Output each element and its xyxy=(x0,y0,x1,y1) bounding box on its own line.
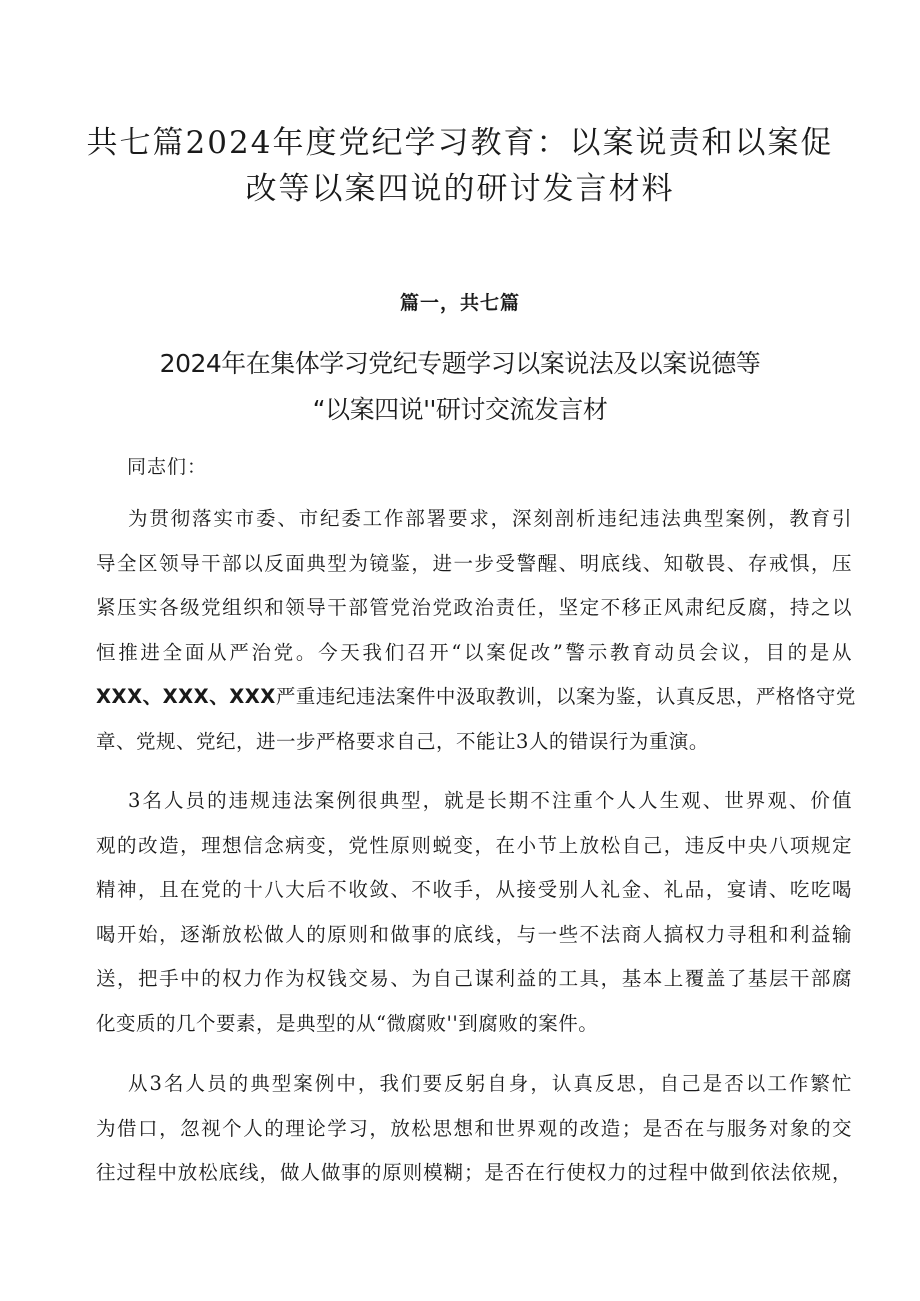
section-label: 篇一，共七篇 xyxy=(399,292,520,314)
paragraph-line: 为借口，忽视个人的理论学习，放松思想和世界观的改造；是否在与服务对象的交 xyxy=(96,1116,852,1140)
paragraph-line-with-names xyxy=(96,675,856,720)
paragraph-line: 精神，且在党的十八大后不收敛、不收手，从接受别人礼金、礼品，宴请、吃吃喝 xyxy=(96,878,852,901)
paragraph-3 xyxy=(96,1062,852,1196)
paragraph-line: 3名人员的违规违法案例很典型，就是长期不注重个人人生观、世界观、价值 xyxy=(128,789,852,812)
paragraph-line: 化变质的几个要素，是典型的从“微腐败''到腐败的案件。 xyxy=(96,1011,599,1035)
paragraph-line-text: 严重违纪违法案件中汲取教训，以案为鉴，认真反思，严格恪守党 xyxy=(275,685,856,708)
paragraph-1 xyxy=(96,497,856,764)
paragraph-line: 喝开始，逐渐放松做人的原则和做事的底线，与一些不法商人搞权力寻租和利益输 xyxy=(96,922,852,946)
document-title-line-1: 共七篇2024年度党纪学习教育：以案说责和以案促 xyxy=(86,125,834,161)
greeting: 同志们： xyxy=(127,456,208,478)
subtitle-line-2: “以案四说''研讨交流发言材 xyxy=(312,395,608,424)
paragraph-line: 观的改造，理想信念病变，党性原则蜕变，在小节上放松自己，违反中央八项规定 xyxy=(96,833,852,857)
paragraph-line: 为贯彻落实市委、市纪委工作部署要求，深刻剖析违纪违法典型案例，教育引 xyxy=(128,507,852,530)
paragraph-line: 送，把手中的权力作为权钱交易、为自己谋利益的工具，基本上覆盖了基层干部腐 xyxy=(96,967,852,990)
subtitle-line-1: 2024年在集体学习党纪专题学习以案说法及以案说德等 xyxy=(159,349,761,378)
paragraph-line: 往过程中放松底线，做人做事的原则模糊；是否在行使权力的过程中做到依法依规， xyxy=(96,1161,852,1184)
paragraph-line: 导全区领导干部以反面典型为镜鉴，进一步受警醒、明底线、知敬畏、存戒惧，压 xyxy=(96,551,852,575)
paragraph-2 xyxy=(96,779,852,1046)
paragraph-line: 恒推进全面从严治党。今天我们召开“以案促改”警示教育动员会议，目的是从 xyxy=(96,640,852,664)
paragraph-line: 紧压实各级党组织和领导干部管党治党政治责任，坚定不移正风肃纪反腐，持之以 xyxy=(96,596,852,619)
paragraph-line: 章、党规、党纪，进一步严格要求自己，不能让3人的错误行为重演。 xyxy=(96,729,709,753)
document-title-line-2: 改等以案四说的研讨发言材料 xyxy=(245,171,675,207)
redacted-names: XXX、XXX、XXX xyxy=(96,685,276,708)
paragraph-line: 从3名人员的典型案例中，我们要反躬自身，认真反思，自己是否以工作繁忙 xyxy=(128,1072,852,1095)
